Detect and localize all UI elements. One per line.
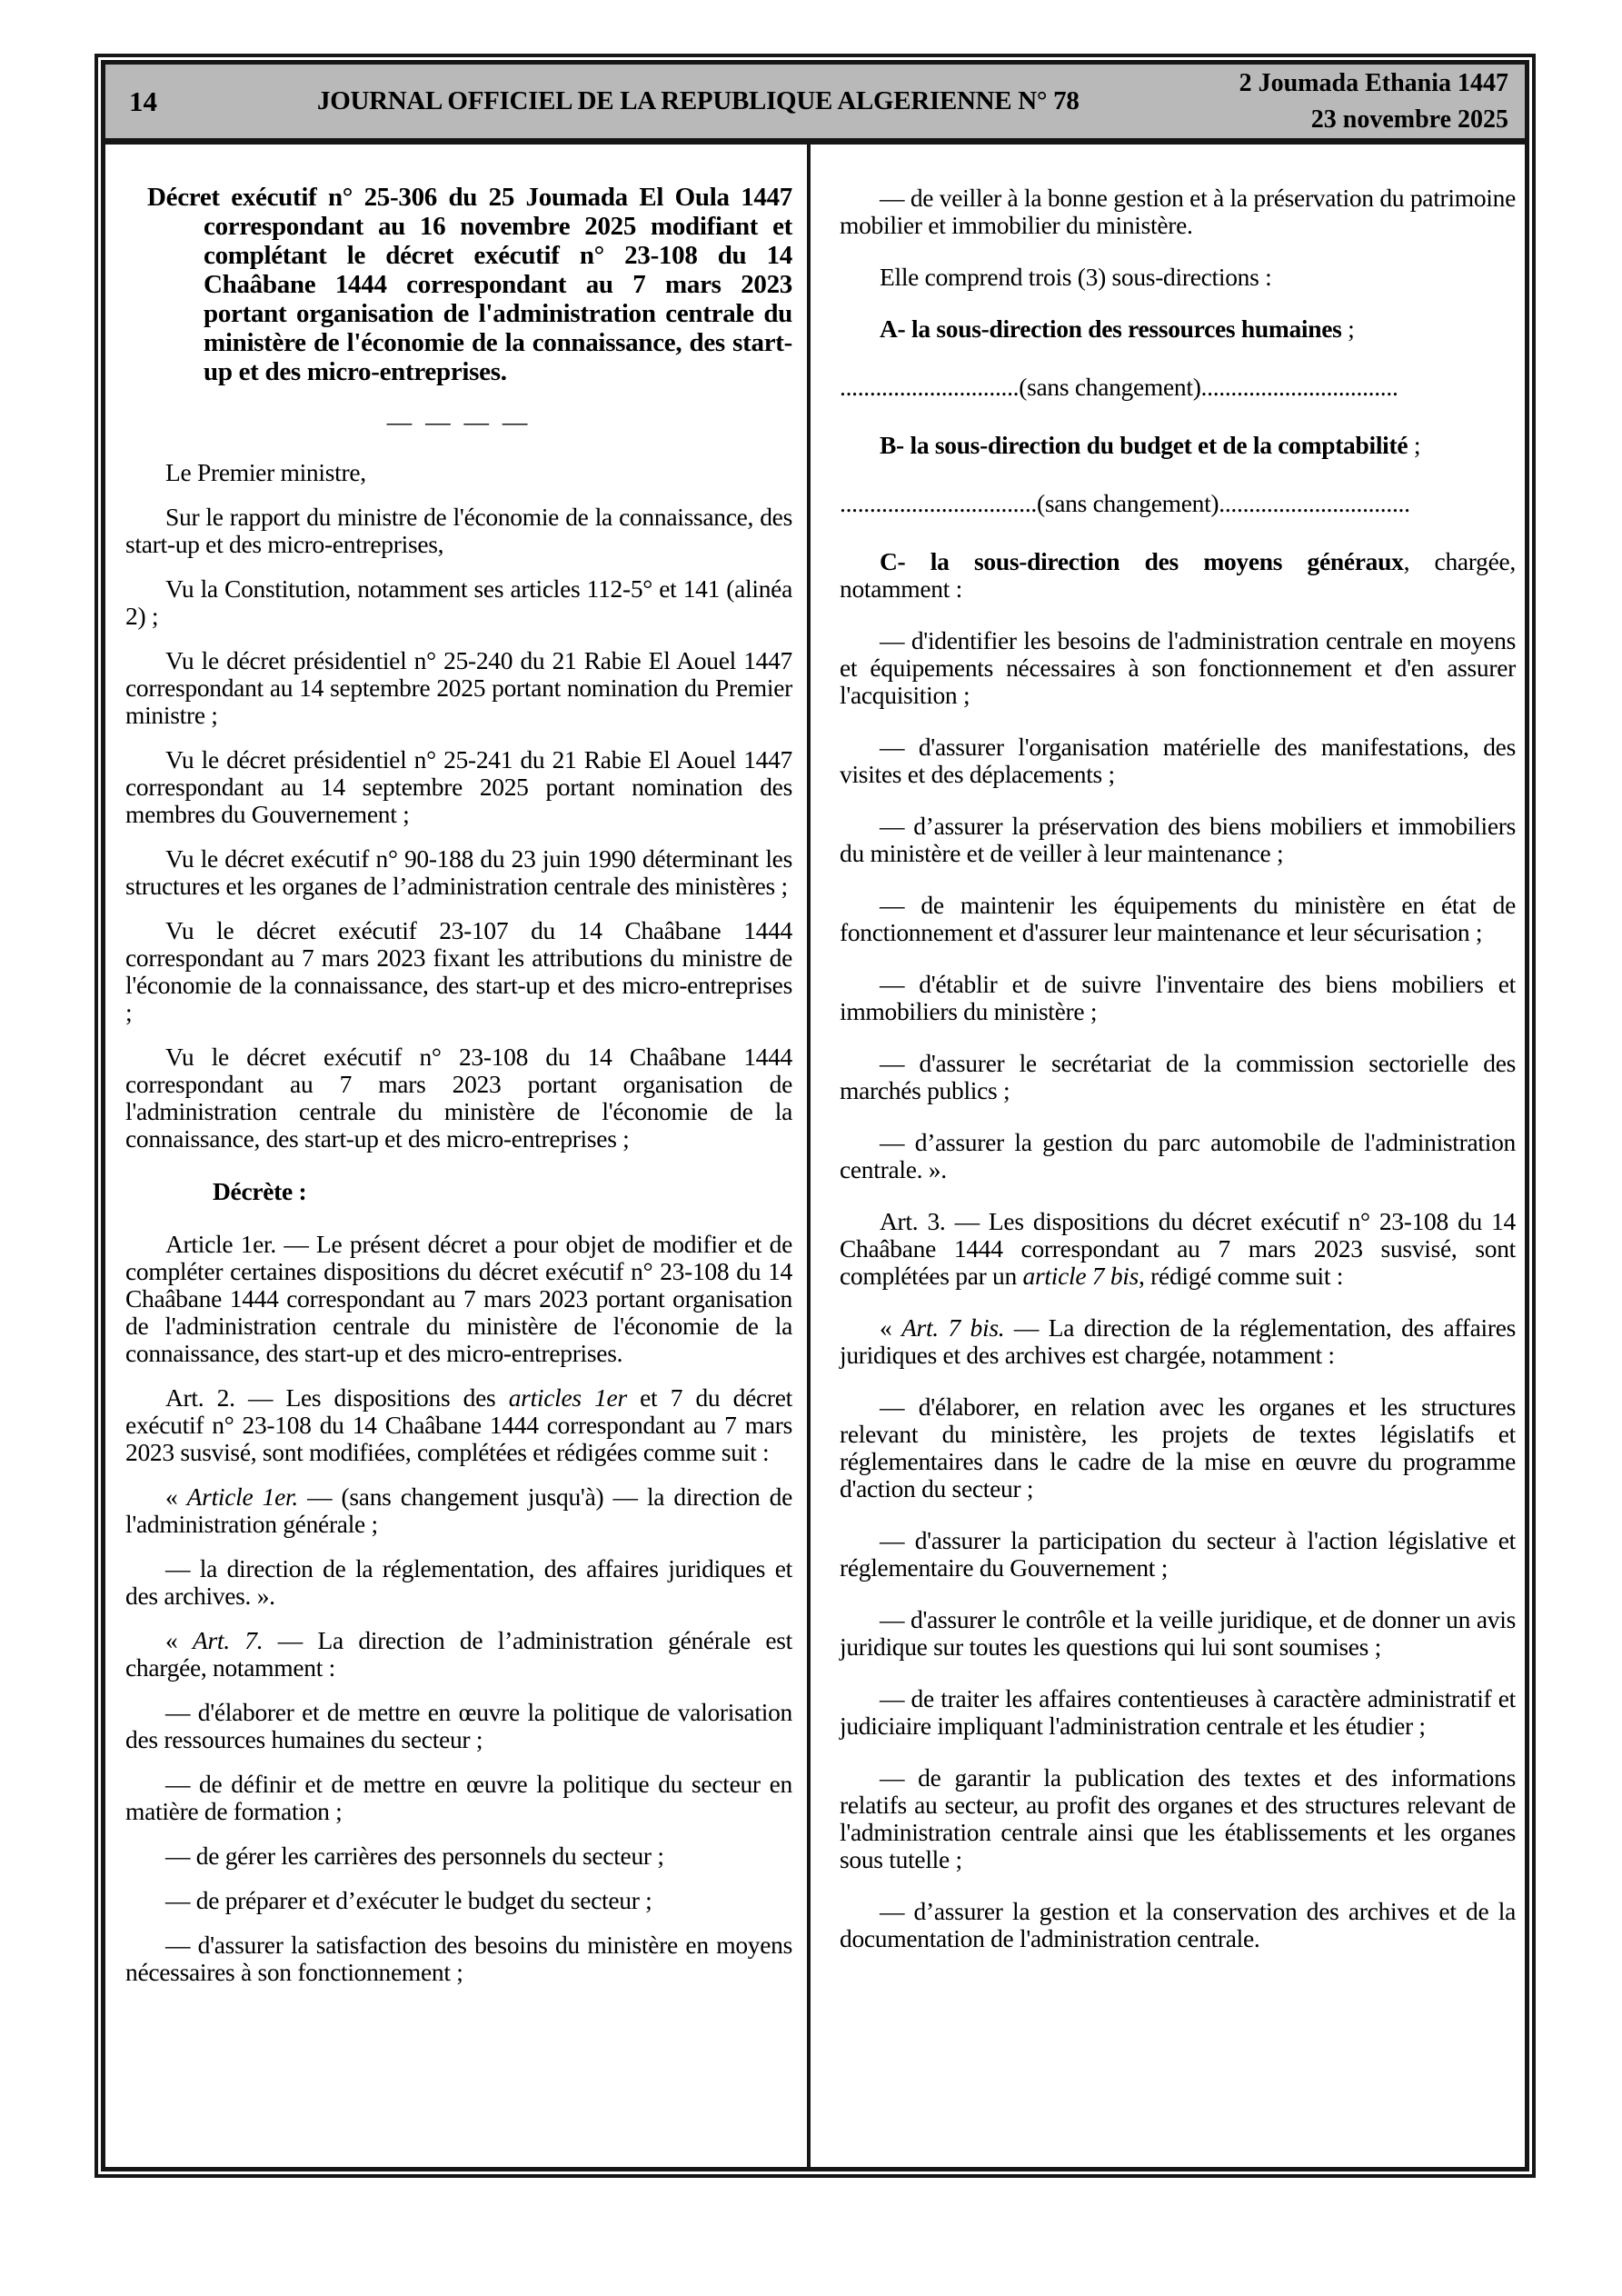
paragraph: — d'assurer l'organisation matérielle des manifestations, des visites et des déplacements ; xyxy=(840,733,1516,788)
paragraph: « Art. 7 bis. — La direction de la réglementation, des affaires juridiques et des archives est chargée, notamment : xyxy=(840,1313,1516,1369)
paragraph: C- la sous-direction des moyens généraux, chargée, notamment : xyxy=(840,547,1516,603)
paragraph: — de préparer et d’exécuter le budget du secteur ; xyxy=(165,1886,652,1914)
paragraph: — d'assurer le contrôle et la veille juridique, et de donner un avis juridique sur toutes les questions qui lui sont soumises ; xyxy=(840,1605,1516,1661)
paragraph: Vu le décret exécutif 23-107 du 14 Chaâbane 1444 correspondant au 7 mars 2023 fixant les attributions du ministre de l'économie de la connaissance, des start-up et des micro-entreprises ; xyxy=(125,916,792,1026)
paragraph: — d'assurer le secrétariat de la commission sectorielle des marchés publics ; xyxy=(840,1049,1516,1104)
date-hijri: 2 Joumada Ethania 1447 xyxy=(1239,68,1508,97)
paragraph: B- la sous-direction du budget et de la comptabilité ; xyxy=(880,431,1421,459)
paragraph: Elle comprend trois (3) sous-directions : xyxy=(880,263,1272,291)
paragraph: .................................(sans changement)................................ xyxy=(840,489,1410,517)
paragraph: Vu le décret présidentiel n° 25-241 du 21 Rabie El Aouel 1447 correspondant au 14 septembre 2025 portant nomination des membres du Gouvernement ; xyxy=(125,745,792,828)
paragraph: — de garantir la publication des textes et des informations relatifs au secteur, au profit des organes et des structures relevant de l'administration centrale ainsi que les établissements et les organes sous tutelle ; xyxy=(840,1763,1516,1873)
paragraph: — d'assurer la participation du secteur à l'action législative et réglementaire du Gouvernement ; xyxy=(840,1526,1516,1582)
paragraph: — de maintenir les équipements du ministère en état de fonctionnement et d'assurer leur maintenance et leur sécurisation ; xyxy=(840,891,1516,946)
paragraph: — de traiter les affaires contentieuses à caractère administratif et judiciaire impliquant l'administration centrale et les étudier ; xyxy=(840,1684,1516,1740)
paragraph: Art. 2. — Les dispositions des articles 1er et 7 du décret exécutif n° 23-108 du 14 Chaâbane 1444 correspondant au 7 mars 2023 susvisé, sont modifiées, complétées et rédigées comme suit : xyxy=(125,1383,793,1466)
paragraph: Vu la Constitution, notamment ses articles 112-5° et 141 (alinéa 2) ; xyxy=(125,574,792,630)
page-inner-border xyxy=(101,60,1529,2171)
paragraph: Vu le décret exécutif n° 90-188 du 23 juin 1990 déterminant les structures et les organes de l’administration centrale des ministères ; xyxy=(125,844,792,900)
paragraph: — d'identifier les besoins de l'administration centrale en moyens et équipements nécessaires à son fonctionnement et d'en assurer l'acquisition ; xyxy=(840,626,1516,709)
date-gregorian: 23 novembre 2025 xyxy=(1310,105,1508,134)
paragraph: « Art. 7. — La direction de l’administration générale est chargée, notamment : xyxy=(125,1626,792,1682)
paragraph: A- la sous-direction des ressources humaines ; xyxy=(880,314,1355,343)
paragraph: — de veiller à la bonne gestion et à la préservation du patrimoine mobilier et immobilier du ministère. xyxy=(840,184,1516,239)
paragraph: Décret exécutif n° 25-306 du 25 Joumada El Oula 1447 correspondant au 16 novembre 2025 modifiant et complétant le décret exécutif n° 23-108 du 14 Chaâbane 1444 correspondant au 7 mars 2023 portant organisation de l'administration centrale du ministère de l'économie de la connaissance, des start-up et des micro-entreprises. xyxy=(147,183,792,386)
page-body xyxy=(105,145,1525,2167)
paragraph: Le Premier ministre, xyxy=(165,458,366,486)
page-outer-border xyxy=(95,54,1536,2178)
paragraph: « Article 1er. — (sans changement jusqu'à) — la direction de l'administration générale ; xyxy=(125,1482,793,1538)
paragraph: — de définir et de mettre en œuvre la politique du secteur en matière de formation ; xyxy=(125,1770,792,1825)
left-column xyxy=(105,145,807,2167)
paragraph: Vu le décret exécutif n° 23-108 du 14 Chaâbane 1444 correspondant au 7 mars 2023 portant organisation de l'administration centrale du ministère de l'économie de la connaissance, des start-up et des micro-entreprises ; xyxy=(125,1043,792,1153)
header-dates xyxy=(1239,65,1512,138)
right-column xyxy=(811,145,1525,2167)
paragraph: Article 1er. — Le présent décret a pour objet de modifier et de compléter certaines dispositions du décret exécutif n° 23-108 du 14 Chaâbane 1444 correspondant au 7 mars 2023 portant organisation de l'administration centrale du ministère de l'économie de la connaissance, des start-up et des micro-entreprises. xyxy=(125,1230,792,1367)
paragraph: — d'élaborer et de mettre en œuvre la politique de valorisation des ressources humaines du secteur ; xyxy=(125,1698,792,1753)
paragraph: Décrète : xyxy=(213,1177,307,1205)
paragraph: Art. 3. — Les dispositions du décret exécutif n° 23-108 du 14 Chaâbane 1444 correspondant au 7 mars 2023 susvisé, sont complétées par un article 7 bis, rédigé comme suit : xyxy=(840,1207,1516,1290)
paragraph: — d'assurer la satisfaction des besoins du ministère en moyens nécessaires à son fonctionnement ; xyxy=(125,1931,792,1986)
page-number: 14 xyxy=(129,85,157,117)
journal-title: JOURNAL OFFICIEL DE LA REPUBLIQUE ALGERIENNE N° 78 xyxy=(317,86,1080,115)
paragraph: — de gérer les carrières des personnels du secteur ; xyxy=(165,1842,664,1870)
paragraph: Sur le rapport du ministre de l'économie de la connaissance, des start-up et des micro-entreprises, xyxy=(125,503,792,558)
paragraph: — d’assurer la gestion et la conservation des archives et de la documentation de l'administration centrale. xyxy=(840,1897,1516,1952)
paragraph: — la direction de la réglementation, des affaires juridiques et des archives. ». xyxy=(125,1554,792,1610)
paragraph: — d’assurer la préservation des biens mobiliers et immobiliers du ministère et de veiller à leur maintenance ; xyxy=(840,812,1516,867)
paragraph: — d'élaborer, en relation avec les organes et les structures relevant du ministère, les projets de textes législatifs et réglementaires dans le cadre de la mise en œuvre du programme d'action du secteur ; xyxy=(840,1393,1516,1502)
paragraph: — — — — xyxy=(386,407,532,435)
paragraph: — d'établir et de suivre l'inventaire des biens mobiliers et immobiliers du ministère ; xyxy=(840,970,1516,1025)
paragraph: ..............................(sans changement)................................. xyxy=(840,373,1398,401)
paragraph: Vu le décret présidentiel n° 25-240 du 21 Rabie El Aouel 1447 correspondant au 14 septembre 2025 portant nomination du Premier ministre ; xyxy=(125,646,792,729)
page-header xyxy=(105,65,1525,145)
paragraph: — d’assurer la gestion du parc automobile de l'administration centrale. ». xyxy=(840,1128,1516,1183)
